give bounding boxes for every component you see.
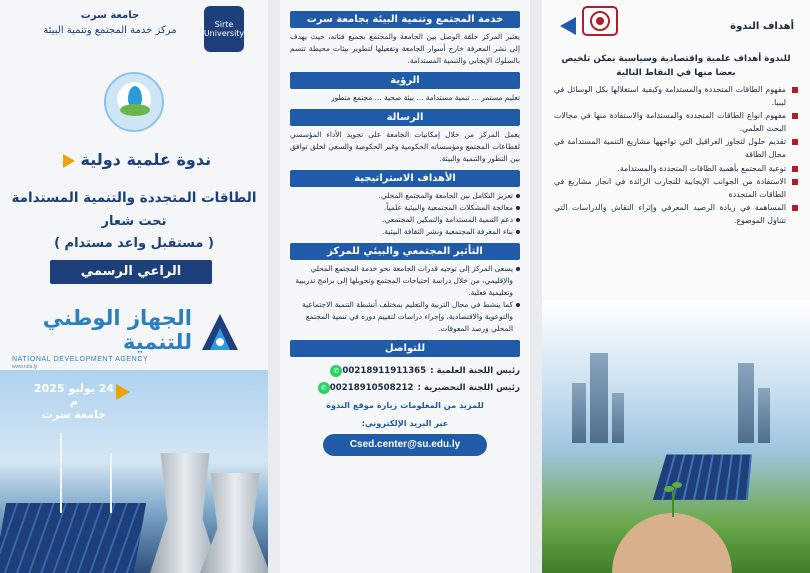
arrow-icon xyxy=(560,17,576,35)
contact-label: رئيس اللجنة العلمية : xyxy=(430,366,520,376)
list-item: تعزيز التكامل بين الجامعة والمجتمع المحلي. xyxy=(290,190,520,202)
about-heading: خدمة المجتمع وتنمية البيئة بجامعة سرت xyxy=(290,11,520,28)
goals-heading: أهداف الندوة xyxy=(730,20,794,32)
event-title: الطاقات المتجددة والتنمية المستدامة xyxy=(11,190,257,206)
whatsapp-icon: ✆ xyxy=(318,382,330,394)
event-date-block xyxy=(28,382,120,421)
contact-label: رئيس اللجنة التحضيرية : xyxy=(417,383,520,393)
sponsor-url: www.nda.ly xyxy=(12,364,38,370)
university-logo-text: Sirte University xyxy=(203,20,245,38)
vision-text: تعليم مستمر ... تنمية مستدامة ... بيئة صحية ... مجتمع متطور xyxy=(331,93,520,102)
arrow-icon xyxy=(116,384,130,400)
nda-logo-icon xyxy=(196,308,244,356)
slogan: ( مستقبل واعد مستدام ) xyxy=(54,236,214,251)
goal-item: تقديم حلول لتجاوز العراقيل التي تواجهها مشاريع التنمية المستدامة في مجال الطاقة xyxy=(554,136,798,161)
list-item: بناء المعرفة المجتمعية ونشر الثقافة البيئية. xyxy=(290,226,520,238)
email-link[interactable]: Csed.center@su.edu.ly xyxy=(323,434,487,456)
center-name: مركز خدمة المجتمع وتنمية البيئة xyxy=(43,25,177,36)
sponsor-name-ar: الجهاز الوطني للتنمية xyxy=(42,306,192,354)
university-header xyxy=(20,10,200,36)
event-label xyxy=(20,150,248,169)
goal-item: مفهوم الطاقات المتجددة والمستدامة وكيفية استغلالها بكل الوسائل في ليبيا. xyxy=(554,84,798,109)
contact-row xyxy=(290,382,520,394)
mission-heading: الرسالة xyxy=(290,109,520,126)
email-label: عبر البريد الإلكتروني: xyxy=(361,418,449,428)
cover-panel xyxy=(0,0,268,573)
strategic-heading: الأهداف الاستراتيجية xyxy=(290,170,520,187)
slogan-heading: تحت شعار xyxy=(101,214,167,229)
contact-phone[interactable]: 00218911911365 xyxy=(342,366,427,376)
list-item: كما ينشط في مجال التربية والتعليم بمختلف أنشطة التنمية الاجتماعية والتوعوية والاقتصادية، وإجراء دراسات لتقييم دوره في تنمية المجتمع المحلي ورصد المعوقات. xyxy=(290,299,520,335)
contact-heading: للتواصل xyxy=(290,340,520,357)
sustainability-photo xyxy=(542,300,810,573)
target-icon xyxy=(582,6,618,36)
sponsor-name-en: NATIONAL DEVELOPMENT AGENCY xyxy=(12,356,149,363)
university-name: جامعة سرت xyxy=(80,10,140,21)
goals-intro: للندوة أهداف علمية واقتصادية وسياسية يمكن تلخيص بعضا منها في النقاط التالية xyxy=(561,54,791,78)
list-item: يسعى المركز إلى توجيه قدرات الجامعة نحو خدمة المجتمع المحلي والإقليمي، من خلال دراسة احتياجات المجتمع وتحويلها إلى برامج تدريبية وتعليمية فعلية. xyxy=(290,263,520,299)
sponsor-label: الراعي الرسمي xyxy=(50,260,212,284)
impact-heading: التأثير المجتمعي والبيئي للمركز xyxy=(290,243,520,260)
event-date: 24 يوليو 2025 م xyxy=(33,382,115,408)
arrow-icon xyxy=(63,154,75,168)
goals-panel xyxy=(542,0,810,573)
center-logo-icon xyxy=(104,72,164,132)
event-label-text: ندوة علمية دولية xyxy=(80,150,212,169)
list-item: دعم التنمية المستدامة والتمكين المجتمعي. xyxy=(290,214,520,226)
about-text: يعتبر المركز حلقة الوصل بين الجامعة والمجتمع بجميع فئاته، حيث يهدف إلى نشر المعرفة خارج أسوار الجامعة وتفعيلها لتطوير بيئات محيطة تتسم بالسلوك الإيجابي والتنمية المستدامة. xyxy=(290,32,520,65)
contact-phone[interactable]: 00218910508212 xyxy=(329,383,414,393)
whatsapp-icon: ✆ xyxy=(330,365,342,377)
strategic-list xyxy=(288,190,522,238)
contact-block xyxy=(288,365,522,456)
more-info-text: للمزيد من المعلومات زيارة موقع الندوة xyxy=(326,400,484,410)
center-info-panel xyxy=(280,0,530,573)
list-item: معالجة المشكلات المجتمعية والبيئية علمياً. xyxy=(290,202,520,214)
university-logo-icon xyxy=(204,6,244,52)
contact-row xyxy=(290,365,520,377)
vision-heading: الرؤية xyxy=(290,72,520,89)
mission-text: يعمل المركز من خلال إمكانيات الجامعة على تجويد الأداء المؤسسي لقطاعات المجتمع ومؤسساته الحكومية وغير الحكومية والسعي لخلق توافق بين التطور والتنمية والبيئة. xyxy=(290,130,520,163)
sponsor-logo xyxy=(12,306,192,370)
impact-list xyxy=(288,263,522,335)
goals-list xyxy=(554,84,798,228)
event-location: جامعة سرت xyxy=(41,408,107,421)
goal-item: مفهوم انواع الطاقات المتجددة والمستدامة والاستفادة منها في مجالات البحث العلمي. xyxy=(554,110,798,135)
goal-item: المساهمة في زيادة الرصيد المعرفي وإثراء النقاش والدراسات التي تتناول الموضوع. xyxy=(554,202,798,227)
goal-item: توعية المجتمع بأهمية الطاقات المتجددة والمستدامة. xyxy=(554,163,798,176)
goal-item: الاستفادة من الجوانب الإيجابية للتجارب الرائدة في انجاز مشاريع في الطاقات المتجددة xyxy=(554,176,798,201)
